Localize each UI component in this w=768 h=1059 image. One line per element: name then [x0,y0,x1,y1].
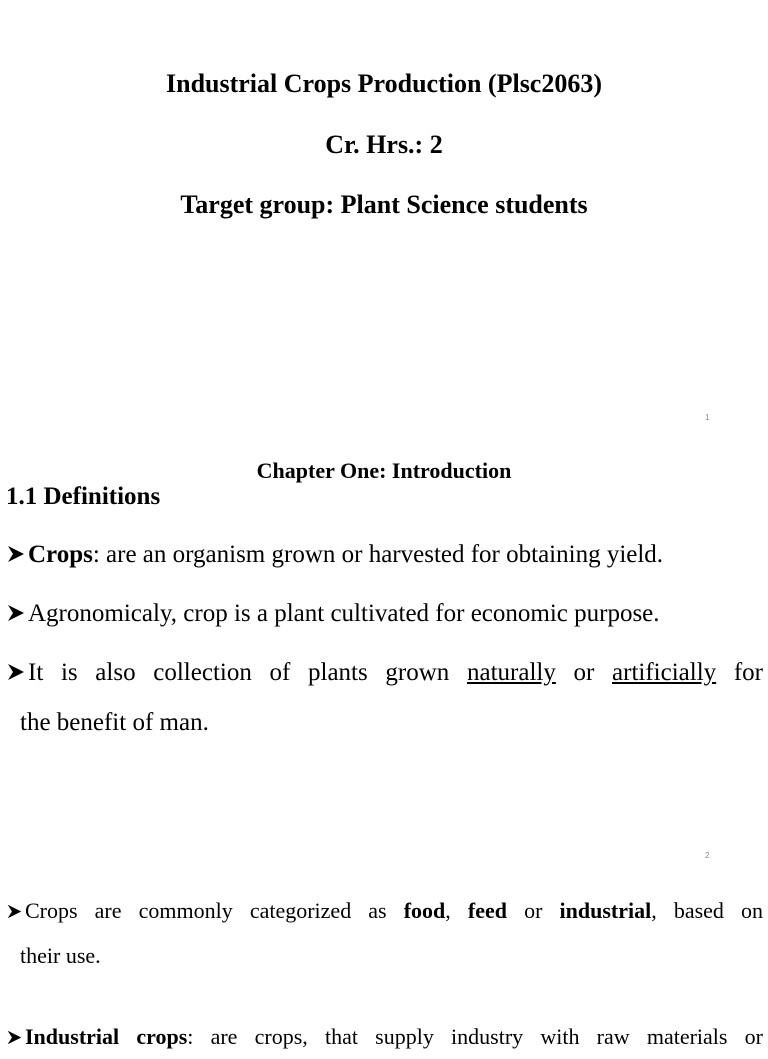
agronomic-definition-text: Agronomicaly, crop is a plant cultivated for economic purpose. [28,600,660,627]
arrowhead-bullet-icon [6,530,28,580]
arrowhead-bullet-icon [6,888,25,933]
bullet-crop-categories [6,888,763,978]
credit-hours: Cr. Hrs.: 2 [325,130,443,159]
categories-separator: , [445,898,468,923]
term-industrial-crops: Industrial crops [25,1024,188,1049]
categories-line-1 [6,888,763,933]
categories-text-part2: or [506,898,560,923]
underlined-naturally: naturally [466,659,556,686]
arrowhead-bullet-icon [6,648,28,698]
bullet-agronomic-definition [6,589,763,639]
underlined-artificially: artificially [612,659,717,686]
arrowhead-bullet-icon [6,1014,25,1059]
slide-1 [0,0,768,430]
categories-text-part1: Crops are commonly categorized as [25,898,404,923]
bullet-industrial-crops [6,1014,763,1059]
target-group: Target group: Plant Science students [180,190,588,219]
course-title: Industrial Crops Production (Plsc2063) [165,69,603,98]
term-crops: Crops [28,541,93,568]
collection-line-2: the benefit of man. [20,709,209,736]
collection-text-part3: for [716,659,764,686]
industrial-crops-text: : are crops, that supply industry with raw materials or [187,1024,763,1049]
bullet-collection-definition [6,648,763,748]
crops-definition-text: : are an organism grown or harvested for obtaining yield. [92,541,664,568]
bullet-crops-definition [6,530,763,580]
industrial-crops-line-1 [6,1014,763,1059]
chapter-title: Chapter One: Introduction [256,458,512,483]
category-feed: feed [467,898,507,923]
collection-line-1 [6,648,763,698]
category-food: food [403,898,446,923]
collection-text-part1: It is also collection of plants grown [28,659,467,686]
collection-text-part2: or [555,659,613,686]
arrowhead-bullet-icon [6,589,28,639]
category-industrial: industrial [559,898,652,923]
categories-text-part3: , based on [651,898,764,923]
page-number: 2 [705,851,710,860]
categories-line-2: their use. [20,943,101,968]
page-number: 1 [705,413,710,422]
section-heading: 1.1 Definitions [6,483,161,510]
